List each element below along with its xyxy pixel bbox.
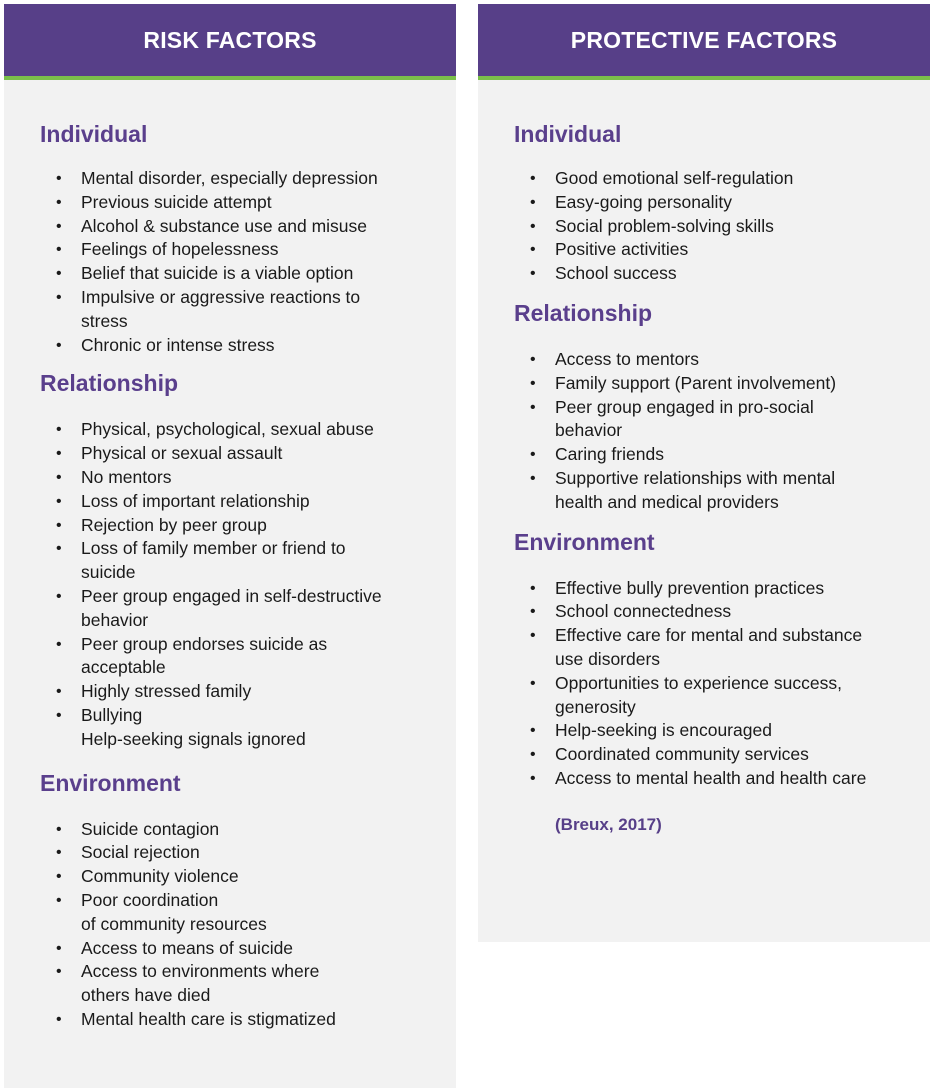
list-item: • Belief that suicide is a viable option <box>40 262 456 286</box>
list-item: • Previous suicide attempt <box>40 191 456 215</box>
list-item: • Chronic or intense stress <box>40 334 456 358</box>
risk-individual-title: Individual <box>40 121 148 147</box>
risk-factors-body <box>4 119 456 1032</box>
list-item: • Positive activities <box>514 238 930 262</box>
list-item: • School success <box>514 262 930 286</box>
list-item: • Supportive relationships with mental health and medical providers <box>514 467 875 515</box>
list-item: • Help-seeking is encouraged <box>514 719 930 743</box>
protective-relationship-list <box>514 348 930 515</box>
list-item: • Effective bully prevention practices <box>514 577 930 601</box>
list-item: • Bullying <box>40 704 456 728</box>
list-item: • Loss of important relationship <box>40 490 456 514</box>
list-item: • Peer group engaged in pro-social behavior <box>514 396 855 444</box>
list-item: • Access to environments where others have died <box>40 960 351 1008</box>
list-item: • Physical, psychological, sexual abuse <box>40 418 456 442</box>
risk-relationship-list <box>40 418 456 751</box>
list-item: • Easy-going personality <box>514 191 930 215</box>
list-item: • Good emotional self-regulation <box>514 167 930 191</box>
list-item: • Coordinated community services <box>514 743 930 767</box>
list-item: • Family support (Parent involvement) <box>514 372 930 396</box>
list-item: • Peer group endorses suicide as acceptable <box>40 633 351 681</box>
protective-relationship-title: Relationship <box>514 299 653 326</box>
list-item: • Feelings of hopelessness <box>40 238 456 262</box>
list-item: • Rejection by peer group <box>40 514 456 538</box>
list-item: • Access to mental health and health care <box>514 767 930 791</box>
list-item: • Physical or sexual assault <box>40 442 456 466</box>
list-item: • Loss of family member or friend to suicide <box>40 537 371 585</box>
list-item: • Mental health care is stigmatized <box>40 1008 456 1032</box>
risk-factors-panel <box>4 4 456 1088</box>
list-item: • Caring friends <box>514 443 930 467</box>
list-item: • Opportunities to experience success, generosity <box>514 672 885 720</box>
risk-relationship-title: Relationship <box>40 370 179 397</box>
list-item: • Mental disorder, especially depression <box>40 167 456 191</box>
list-item: • Access to means of suicide <box>40 937 456 961</box>
risk-factors-header: RISK FACTORS <box>4 4 456 80</box>
list-item: • Highly stressed family <box>40 680 456 704</box>
list-item: • No mentors <box>40 466 456 490</box>
list-item: • Alcohol & substance use and misuse <box>40 215 456 239</box>
list-item: • School connectedness <box>514 600 930 624</box>
risk-environment-list <box>40 818 456 1032</box>
protective-factors-header: PROTECTIVE FACTORS <box>478 4 930 80</box>
list-item: • Poor coordination <box>40 889 456 913</box>
protective-factors-panel <box>478 4 930 942</box>
risk-environment-title: Environment <box>40 769 181 796</box>
protective-environment-list <box>514 577 930 791</box>
list-item: Help-seeking signals ignored <box>81 728 306 749</box>
protective-individual-title: Individual <box>514 121 622 147</box>
citation: (Breux, 2017) <box>555 814 662 834</box>
risk-individual-list <box>40 167 456 357</box>
list-item: • Community violence <box>40 865 456 889</box>
protective-factors-body <box>478 119 930 835</box>
list-item: • Suicide contagion <box>40 818 456 842</box>
list-item: • Social rejection <box>40 841 456 865</box>
list-item: • Impulsive or aggressive reactions to stress <box>40 286 381 334</box>
list-item: • Effective care for mental and substance use disorders <box>514 624 895 672</box>
list-item: • Access to mentors <box>514 348 930 372</box>
list-item: • Peer group engaged in self-destructive behavior <box>40 585 411 633</box>
protective-individual-list <box>514 167 930 286</box>
list-item: • Social problem-solving skills <box>514 215 930 239</box>
protective-environment-title: Environment <box>514 528 655 555</box>
list-item: of community resources <box>81 913 267 934</box>
